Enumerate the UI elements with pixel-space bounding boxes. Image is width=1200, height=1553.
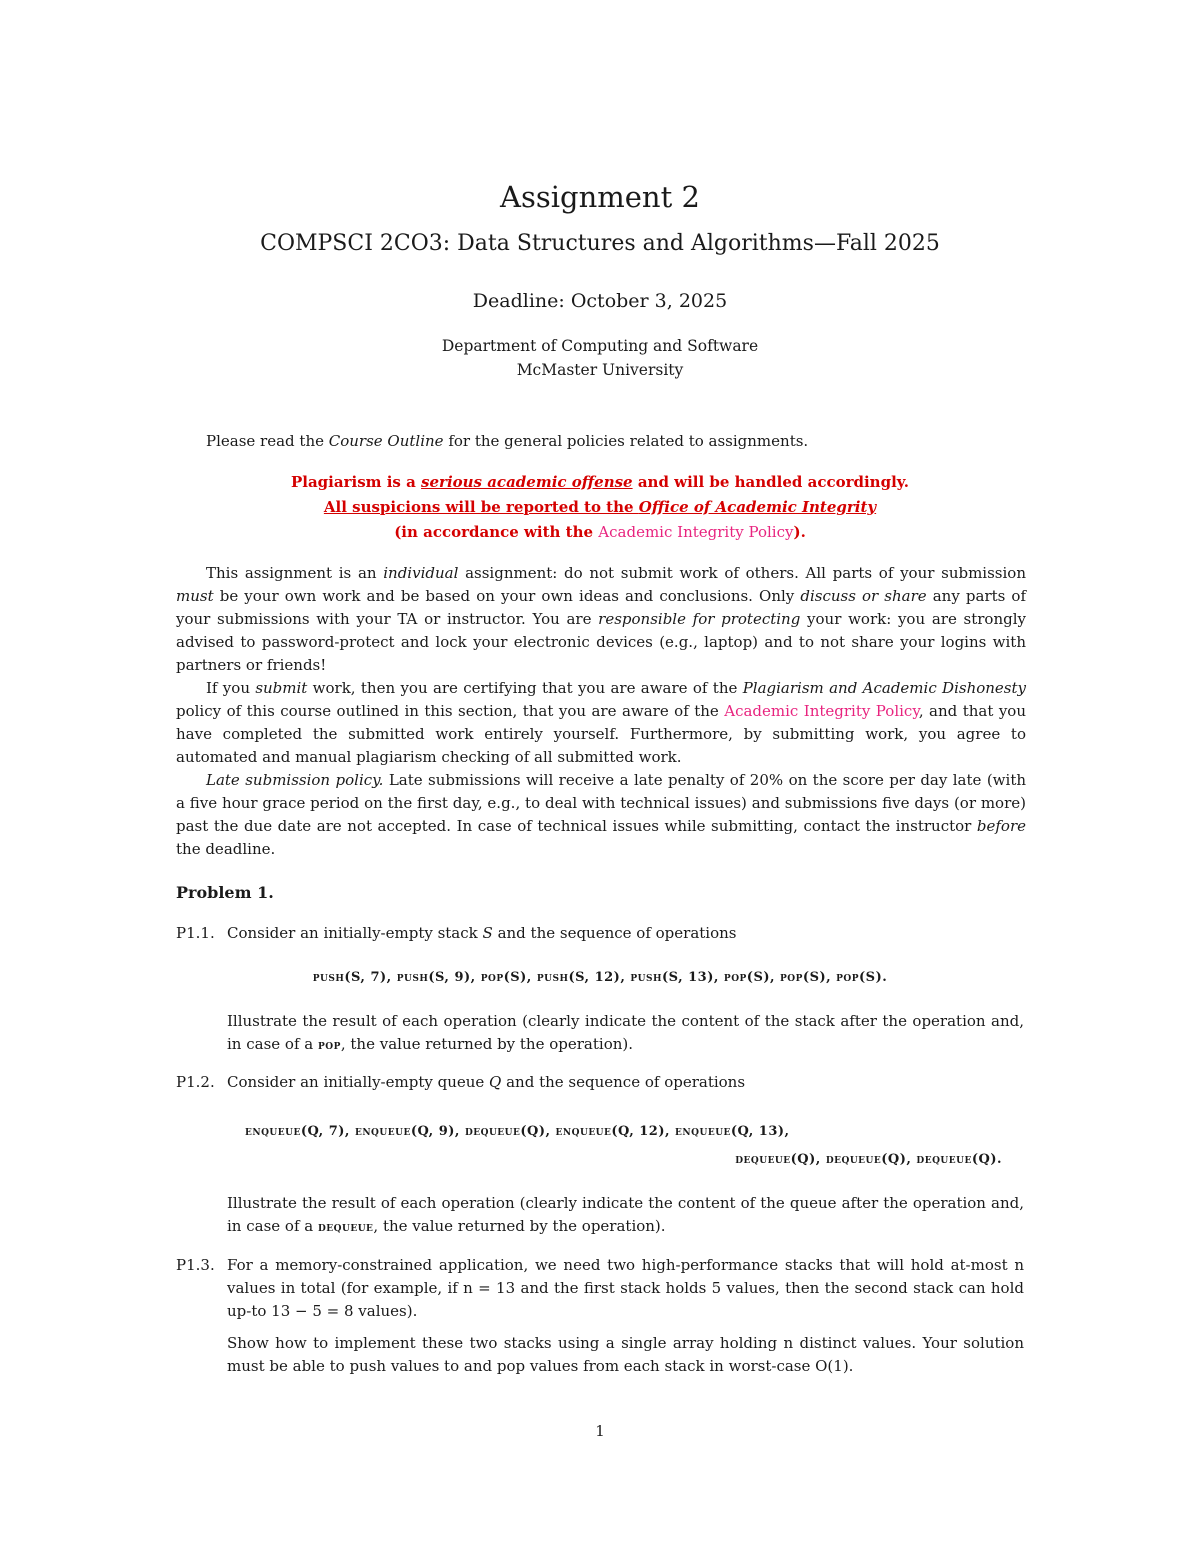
warning-line-1: Plagiarism is a serious academic offense and will be handled accordingly. — [290, 473, 909, 491]
policy-paragraph-3: Late submission policy. Late submissions will receive a late penalty of 20% on the score per day late (with a five hour grace period on the first day, e.g., to deal with technical issues) and submissions five days (or more) past the due date are not accepted. In case of technical issues while submitting, contact the instructor before the deadline. — [176, 771, 1027, 858]
intro-line: Please read the Course Outline for the general policies related to assignments. — [206, 432, 809, 450]
problem-1-2: P1.2. Consider an initially-empty queue Q and the sequence of operations — [176, 1071, 1026, 1101]
deadline: Deadline: October 3, 2025 — [472, 290, 728, 312]
page-title: Assignment 2 — [500, 180, 700, 214]
problem-1-3-text2: Show how to implement these two stacks using a single array holding n distinct values. Your solution must be able to push values to and pop values from each stack in worst-case O(1). — [227, 1334, 1024, 1375]
stack-operations: push(S, 7), push(S, 9), pop(S), push(S, 12), push(S, 13), pop(S), pop(S), pop(S). — [312, 970, 888, 985]
page-number: 1 — [595, 1422, 605, 1440]
item-number: P1.3. — [176, 1256, 215, 1274]
policy-paragraph-1: This assignment is an individual assignment: do not submit work of others. All parts of your submission must be your own work and be based on your own ideas and conclusions. Only discuss or share any parts of your submissions with your TA or instructor. You are responsible for protecting your work: you are strongly advised to password-protect and lock your electronic devices (e.g., laptop) and to not share your logins with partners or friends! — [176, 564, 1027, 674]
course-title: COMPSCI 2CO3: Data Structures and Algorithms—Fall 2025 — [260, 231, 940, 256]
serious-offense-text: serious academic offense — [421, 473, 633, 491]
policy-paragraph-2: If you submit work, then you are certifying that you are aware of the Plagiarism and Academic Dishonesty policy of this course outlined in this section, that you are aware of the Academic Integrity Policy, and that you have completed the submitted work entirely yourself. Furthermore, by submitting work, you agree to automated and manual plagiarism checking of all submitted work. — [176, 679, 1026, 766]
integrity-policy-link-2[interactable]: Academic Integrity Policy — [724, 702, 919, 720]
queue-operations-line-1: enqueue(Q, 7), enqueue(Q, 9), dequeue(Q), enqueue(Q, 12), enqueue(Q, 13), — [245, 1124, 790, 1139]
university: McMaster University — [516, 361, 684, 379]
integrity-policy-link[interactable]: Academic Integrity Policy — [598, 523, 794, 541]
problem-1-1: P1.1. Consider an initially-empty stack S and the sequence of operations — [176, 922, 1026, 952]
office-integrity-link[interactable]: Office of Academic Integrity — [638, 498, 877, 516]
warning-line-3: (in accordance with the Academic Integrity Policy). — [394, 523, 806, 541]
item-number: P1.2. — [176, 1073, 215, 1091]
problem-1-3-desc — [176, 1332, 1026, 1382]
policy-section — [176, 562, 1026, 861]
queue-operations-line-2: dequeue(Q), dequeue(Q), dequeue(Q). — [735, 1152, 1002, 1167]
problem-heading: Problem 1. — [176, 883, 274, 902]
department: Department of Computing and Software — [441, 337, 759, 355]
problem-1-2-desc: Illustrate the result of each operation (clearly indicate the content of the queue after the operation and, in case of a dequeue, the value returned by the operation). — [227, 1194, 1024, 1235]
course-outline-ref: Course Outline — [328, 432, 444, 450]
problem-1-1-desc: Illustrate the result of each operation (clearly indicate the content of the stack after the operation and, in case of a pop, the value returned by the operation). — [227, 1012, 1024, 1053]
item-number: P1.1. — [176, 924, 215, 942]
warning-line-2: All suspicions will be reported to the Office of Academic Integrity — [323, 498, 877, 516]
problem-1-3-text: For a memory-constrained application, we need two high-performance stacks that will hold at-most n values in total (for example, if n = 13 and the first stack holds 5 values, then the second stack can hold up-to 13 − 5 = 8 values). — [227, 1256, 1024, 1320]
